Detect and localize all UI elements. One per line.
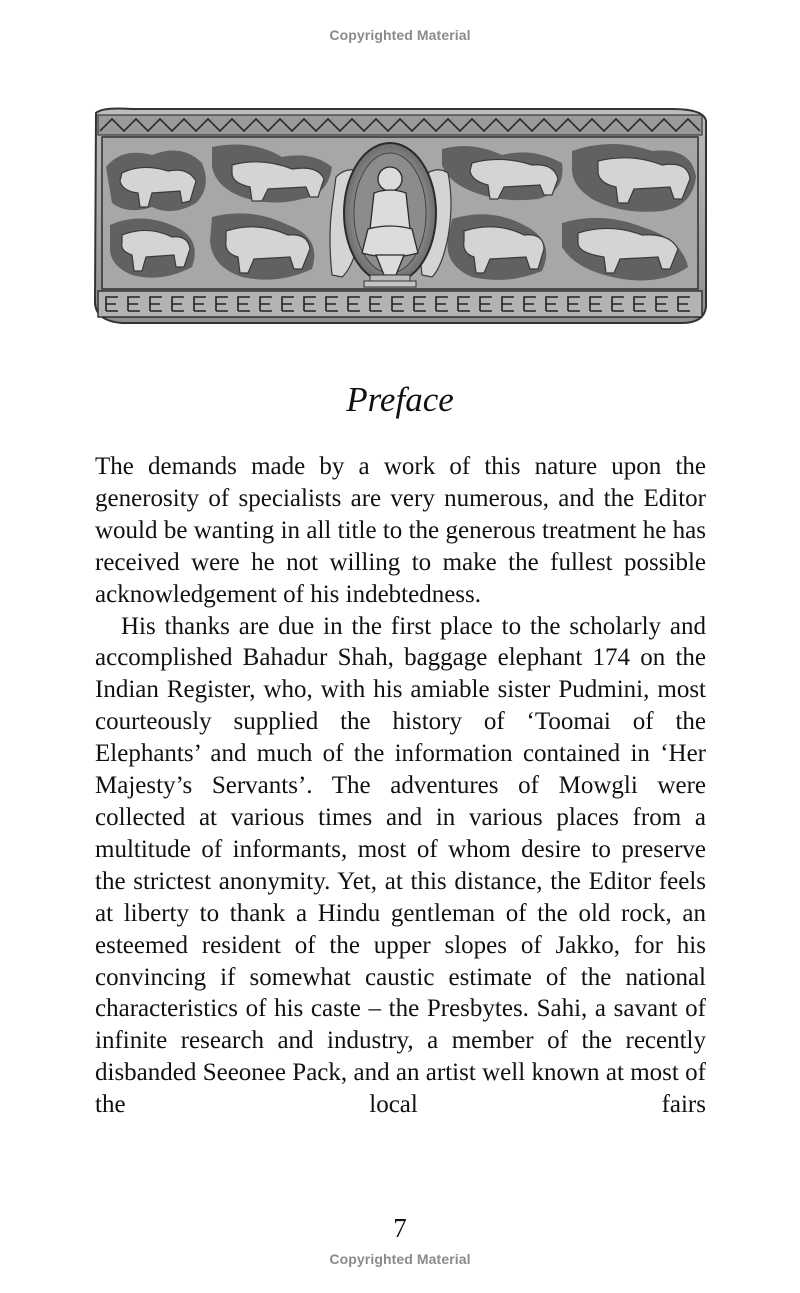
copyright-watermark-bottom: Copyrighted Material — [329, 1251, 471, 1267]
preface-body — [95, 451, 706, 1121]
paragraph: The demands made by a work of this nature upon the generosity of specialists are very numerous, and the Editor would be wanting in all title to the generous treatment he has received were he not willing to make the fullest possible acknowledgement of his indebtedness. — [95, 453, 706, 608]
paragraph: His thanks are due in the first place to the scholarly and accomplished Bahadur Shah, baggage elephant 174 on the Indian Register, who, with his amiable sister Pudmini, most courteously supplied the history of ‘Toomai of the Elephants’ and much of the information contained in ‘Her Majesty’s Servants’. The adventures of Mowgli were collected at various times and in various places from a multitude of informants, most of whom desire to preserve the strictest anonymity. Yet, at this distance, the Editor feels at liberty to thank a Hindu gentleman of the old rock, an esteemed resident of the upper slopes of Jakko, for his convincing if somewhat caustic estimate of the national characteristics of his caste – the Presbytes. Sahi, a savant of infinite research and industry, a member of the recently disbanded Seeonee Pack, and an artist well known at most of the local fairs — [95, 612, 706, 1119]
page-number: 7 — [393, 1213, 407, 1243]
copyright-watermark-top: Copyrighted Material — [329, 27, 471, 43]
page-title: Preface — [346, 380, 454, 419]
animal-frieze-icon — [92, 107, 708, 325]
